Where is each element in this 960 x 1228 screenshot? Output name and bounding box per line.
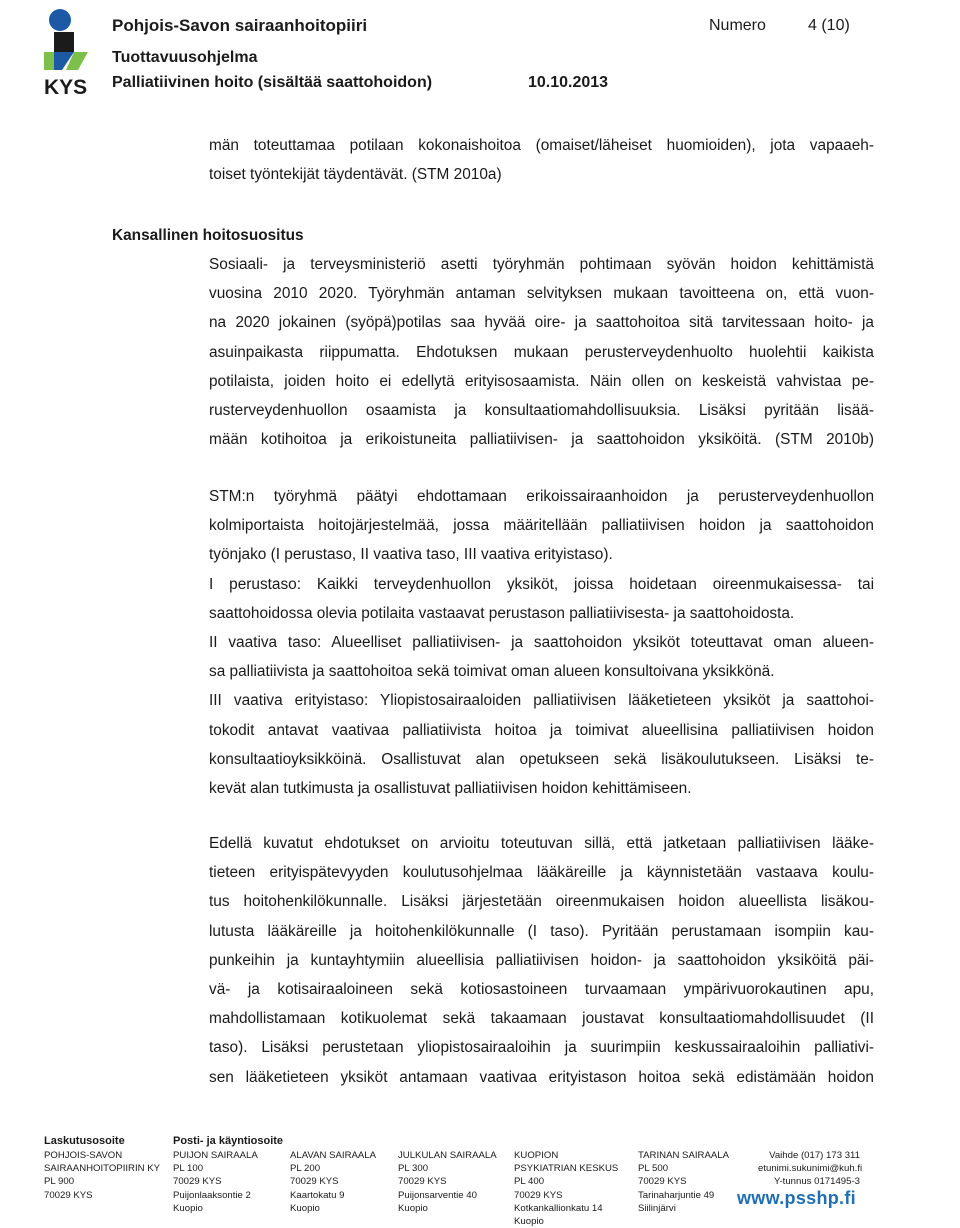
program-title: Tuottavuusohjelma (112, 49, 258, 66)
text-line: II vaativa taso: Alueelliset palliatiivisen- ja saattohoidon yksiköt toteuttavat oman alueen- (209, 634, 874, 652)
footer-phone: Vaihde (017) 173 311 (769, 1150, 860, 1161)
footer-line: TARINAN SAIRAALA (638, 1150, 729, 1161)
footer-line: PL 200 (290, 1163, 321, 1175)
footer-tarina-hospital (638, 1149, 729, 1215)
text-line: tus hoitohenkilökunnalle. Lisäksi järjestetään oireenmukaisen hoidon alueellista lisäkou- (209, 893, 874, 911)
footer-line: PL 400 (514, 1176, 545, 1188)
document-subtitle: Palliatiivinen hoito (sisältää saattohoidon) (112, 74, 433, 91)
footer-julkula-hospital (398, 1149, 497, 1215)
footer-line: Kuopio (398, 1202, 428, 1214)
text-line: Edellä kuvatut ehdotukset on arvioitu toteutuvan sillä, että jatketaan palliatiivisen lääke- (209, 835, 874, 852)
text-line: työnjako (I perustaso, II vaativa taso, III vaativa erityistaso). (209, 546, 613, 564)
logo-green-block (44, 52, 54, 70)
text-line: potilaista, joiden hoito ei edellytä erityisosaamista. Näin ollen on keskeistä vahvistaa pe- (209, 372, 874, 390)
text-line: mään kotihoitoa ja erikoistuneita palliatiivisen- ja saattohoidon yksiköitä. (STM 2010b) (209, 431, 874, 449)
footer-line: 70029 KYS (398, 1176, 447, 1188)
text-line: rusterveydenhuollon osaamista ja konsultaatiomahdollisuuksia. Lisäksi pyritään lisää- (209, 402, 874, 420)
footer-line: 70029 KYS (173, 1176, 222, 1188)
document-date: 10.10.2013 (528, 74, 609, 91)
paragraph-proposals (209, 829, 874, 1092)
paragraph-care-levels (209, 482, 874, 803)
footer-line: KUOPION (514, 1150, 559, 1161)
footer-line: ALAVAN SAIRAALA (290, 1150, 377, 1161)
footer-line: POHJOIS-SAVON (44, 1150, 123, 1161)
footer-line: PL 900 (44, 1176, 75, 1188)
footer-business-id: Y-tunnus 0171495-3 (773, 1176, 860, 1188)
logo-dark-block (54, 32, 74, 52)
text-line: taso). Lisäksi perustetaan yliopistosairaaloihin ja suurimpiin keskussairaaloihin palliativi- (209, 1039, 874, 1057)
footer-line: PSYKIATRIAN KESKUS (514, 1163, 619, 1175)
kys-logo (40, 6, 100, 98)
footer-line: PUIJON SAIRAALA (173, 1150, 258, 1161)
footer-column-title: Posti- ja käyntiosoite (173, 1135, 284, 1147)
footer-line: 70029 KYS (638, 1176, 687, 1188)
text-line: asuinpaikasta riippumatta. Ehdotuksen mukaan perusterveydenhuolto huolehtii kaikista (209, 343, 874, 361)
text-line: I perustaso: Kaikki terveydenhuollon yksiköt, joissa hoidetaan oireenmukaisessa- tai (209, 575, 874, 593)
logo-blue-circle (49, 9, 71, 31)
footer-alava-hospital (290, 1149, 376, 1215)
text-line: na 2020 jokainen (syöpä)potilas saa hyvää oire- ja saattohoitoa sitä tarvitessaan hoito- ja (209, 314, 874, 332)
footer-line: Kuopio (290, 1202, 320, 1214)
footer-line: PL 300 (398, 1163, 429, 1175)
footer-column-title: Laskutusosoite (44, 1135, 125, 1147)
text-line: mahdollistamaan kotikuolemat sekä takaamaan joustavat konsultaatiomahdollisuudet (II (209, 1010, 874, 1028)
paragraph-national-recommendation (209, 250, 874, 454)
footer-contact-info (758, 1149, 863, 1189)
text-line: III vaativa erityistaso: Yliopistosairaaloiden palliatiivisen lääketieteen yksiköt ja saattohoi- (209, 692, 874, 710)
text-line: sen lääketieteen yksiköt antamaan vaativaa erityistason hoitoa sekä edistämään hoidon (209, 1068, 874, 1086)
text-line: tokodit antavat vaativaa palliatiivista hoitoa ja toimivat alueellisina palliatiivisen hoidon (209, 721, 874, 739)
footer-line: Puijonlaaksontie 2 (173, 1189, 251, 1201)
footer-line: Puijonsarventie 40 (398, 1189, 477, 1201)
footer-line: Siilinjärvi (638, 1202, 676, 1214)
text-line: STM:n työryhmä päätyi ehdottamaan erikoissairaanhoidon ja perusterveydenhuollon (209, 488, 874, 505)
footer-line: 70029 KYS (44, 1189, 93, 1201)
logo-text: KYS (44, 76, 88, 98)
text-line: punkeihin ja kuntayhtymiin alueellisia palliatiivisen hoidon- ja saattohoidon yksiköitä päi- (209, 951, 874, 969)
intro-paragraph (209, 131, 874, 189)
footer-line: PL 500 (638, 1163, 669, 1175)
footer-line: Kaartokatu 9 (290, 1189, 345, 1201)
text-line: vä- ja kotisairaaloineen sekä kotiosastoineen turvaamaan ympärivuorokautinen apu, (209, 981, 874, 999)
section-heading: Kansallinen hoitosuositus (112, 227, 304, 244)
footer-line: Kotkankallionkatu 14 (514, 1202, 603, 1214)
footer-line: SAIRAANHOITOPIIRIN KY (44, 1163, 161, 1175)
footer-email[interactable]: etunimi.sukunimi@kuh.fi (758, 1163, 863, 1175)
number-label: Numero (709, 17, 766, 34)
footer-puijo-hospital (173, 1134, 283, 1215)
organization-name: Pohjois-Savon sairaanhoitopiiri (112, 16, 368, 35)
text-line: män toteuttamaa potilaan kokonaishoitoa (omaiset/läheiset huomioiden), jota vapaaeh- (209, 137, 874, 154)
footer-line: 70029 KYS (290, 1176, 339, 1188)
text-line: konsultaatioyksikköinä. Osallistuvat alan opetukseen sekä lisäkoulutukseen. Lisäksi te- (209, 750, 874, 768)
footer-line: Kuopio (173, 1202, 203, 1214)
text-line: sa palliatiivista ja saattohoitoa sekä toimivat oman alueen konsultoivana yksikkönä. (209, 663, 775, 681)
text-line: kevät alan tutkimusta ja osallistuvat palliatiivisen hoidon kehittämiseen. (209, 780, 692, 798)
footer-billing-address (44, 1134, 160, 1202)
website-link[interactable]: www.psshp.fi (737, 1188, 856, 1208)
footer-line: JULKULAN SAIRAALA (398, 1150, 497, 1161)
text-line: lutusta lääkäreille ja hoitohenkilökunnalle (I taso). Pyritään perustamaan isompiin kau- (209, 922, 874, 940)
text-line: toiset työntekijät täydentävät. (STM 2010a) (209, 166, 502, 184)
footer-line: Kuopio (514, 1216, 544, 1228)
footer-line: Tarinaharjuntie 49 (638, 1189, 715, 1201)
footer-line: 70029 KYS (514, 1189, 563, 1201)
text-line: tieteen erityispätevyyden koulutusohjelmaa lääkäreille ja käynnistetään vastaava koulu- (209, 864, 874, 882)
text-line: Sosiaali- ja terveysministeriö asetti työryhmän pohtimaan syövän hoidon kehittämistä (209, 256, 874, 273)
text-line: vuosina 2010 2020. Työryhmän antaman selvityksen mukaan tavoitteena on, että vuon- (209, 285, 874, 303)
footer-psychiatric-center (514, 1149, 618, 1228)
footer-line: PL 100 (173, 1163, 204, 1175)
text-line: kolmiportaista hoitojärjestelmää, jossa määritellään palliatiivisen hoidon ja saattohoidon (209, 517, 874, 535)
text-line: saattohoidossa olevia potilaita vastaavat perustason palliatiivisesta- ja saattohoidosta. (209, 604, 795, 622)
page-number: 4 (10) (808, 17, 850, 34)
